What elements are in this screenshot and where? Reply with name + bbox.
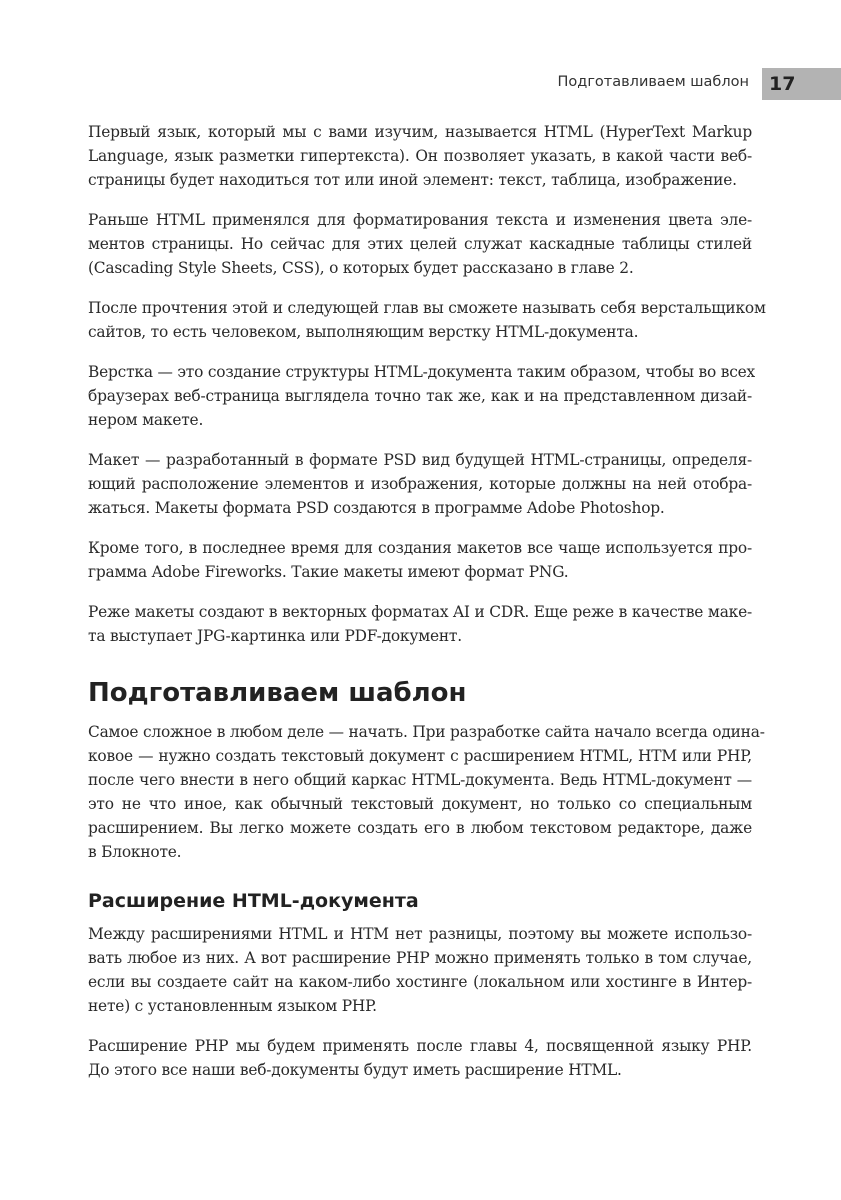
text-line: ковое — нужно создать текстовый документ с расширением HTML, HTM или PHP, [88, 747, 752, 765]
text-line: грамма Adobe Fireworks. Такие макеты имеют формат PNG. [88, 563, 569, 581]
paragraph [88, 922, 752, 1018]
text-line: Самое сложное в любом деле — начать. При разработке сайта начало всегда одина- [88, 723, 765, 741]
text-line: вать любое из них. А вот расширение PHP можно применять только в том случае, [88, 949, 752, 967]
paragraph [88, 296, 766, 344]
text-line: ментов страницы. Но сейчас для этих целей служат каскадные таблицы стилей [88, 235, 752, 253]
text-line: если вы создаете сайт на каком-либо хостинге (локальном или хостинге в Интер- [88, 973, 752, 991]
running-header [0, 68, 841, 100]
text-line: в Блокноте. [88, 843, 182, 861]
text-line: Первый язык, который мы с вами изучим, называется HTML (HyperText Markup [88, 123, 752, 141]
text-line: Реже макеты создают в векторных форматах AI и CDR. Еще реже в качестве маке- [88, 603, 752, 621]
text-line: Верстка — это создание структуры HTML-документа таким образом, чтобы во всех [88, 363, 756, 381]
running-title: Подготавливаем шаблон [557, 74, 749, 90]
paragraph [88, 448, 752, 520]
text-line: Кроме того, в последнее время для создания макетов все чаще используется про- [88, 539, 752, 557]
text-line: До этого все наши веб-документы будут иметь расширение HTML. [88, 1061, 622, 1079]
paragraph [88, 208, 752, 280]
paragraph [88, 1034, 752, 1082]
text-line: расширением. Вы легко можете создать его в любом текстовом редакторе, даже [88, 819, 752, 837]
paragraph [88, 720, 765, 864]
text-line: (Cascading Style Sheets, CSS), о которых будет рассказано в главе 2. [88, 259, 634, 277]
text-line: браузерах веб-страница выглядела точно так же, как и на представленном дизай- [88, 387, 752, 405]
page-number: 17 [762, 68, 841, 100]
text-line: Макет — разработанный в формате PSD вид будущей HTML-страницы, определя- [88, 451, 752, 469]
text-line: та выступает JPG-картинка или PDF-документ. [88, 627, 462, 645]
text-line: После прочтения этой и следующей глав вы сможете называть себя верстальщиком [88, 299, 766, 317]
text-line: Между расширениями HTML и HTM нет разницы, поэтому вы можете использо- [88, 925, 752, 943]
text-line: Language, язык разметки гипертекста). Он позволяет указать, в какой части веб- [88, 147, 752, 165]
text-line: Расширение PHP мы будем применять после главы 4, посвященной языку PHP. [88, 1037, 752, 1055]
text-line: это не что иное, как обычный текстовый документ, но только со специальным [88, 795, 752, 813]
paragraph [88, 536, 752, 584]
text-line: ющий расположение элементов и изображения, которые должны на ней отобра- [88, 475, 752, 493]
text-line: Раньше HTML применялся для форматирования текста и изменения цвета эле- [88, 211, 752, 229]
subsection-heading: Расширение HTML-документа [88, 890, 419, 912]
paragraph [88, 120, 752, 192]
page-body [88, 120, 766, 1098]
text-line: нером макете. [88, 411, 204, 429]
text-line: после чего внести в него общий каркас HTML-документа. Ведь HTML-документ — [88, 771, 752, 789]
text-line: нете) с установленным языком PHP. [88, 997, 377, 1015]
paragraph [88, 600, 752, 648]
paragraph [88, 360, 756, 432]
text-line: страницы будет находиться тот или иной элемент: текст, таблица, изображение. [88, 171, 737, 189]
text-line: жаться. Макеты формата PSD создаются в программе Adobe Photoshop. [88, 499, 665, 517]
section-heading: Подготавливаем шаблон [88, 678, 467, 708]
text-line: сайтов, то есть человеком, выполняющим верстку HTML-документа. [88, 323, 639, 341]
